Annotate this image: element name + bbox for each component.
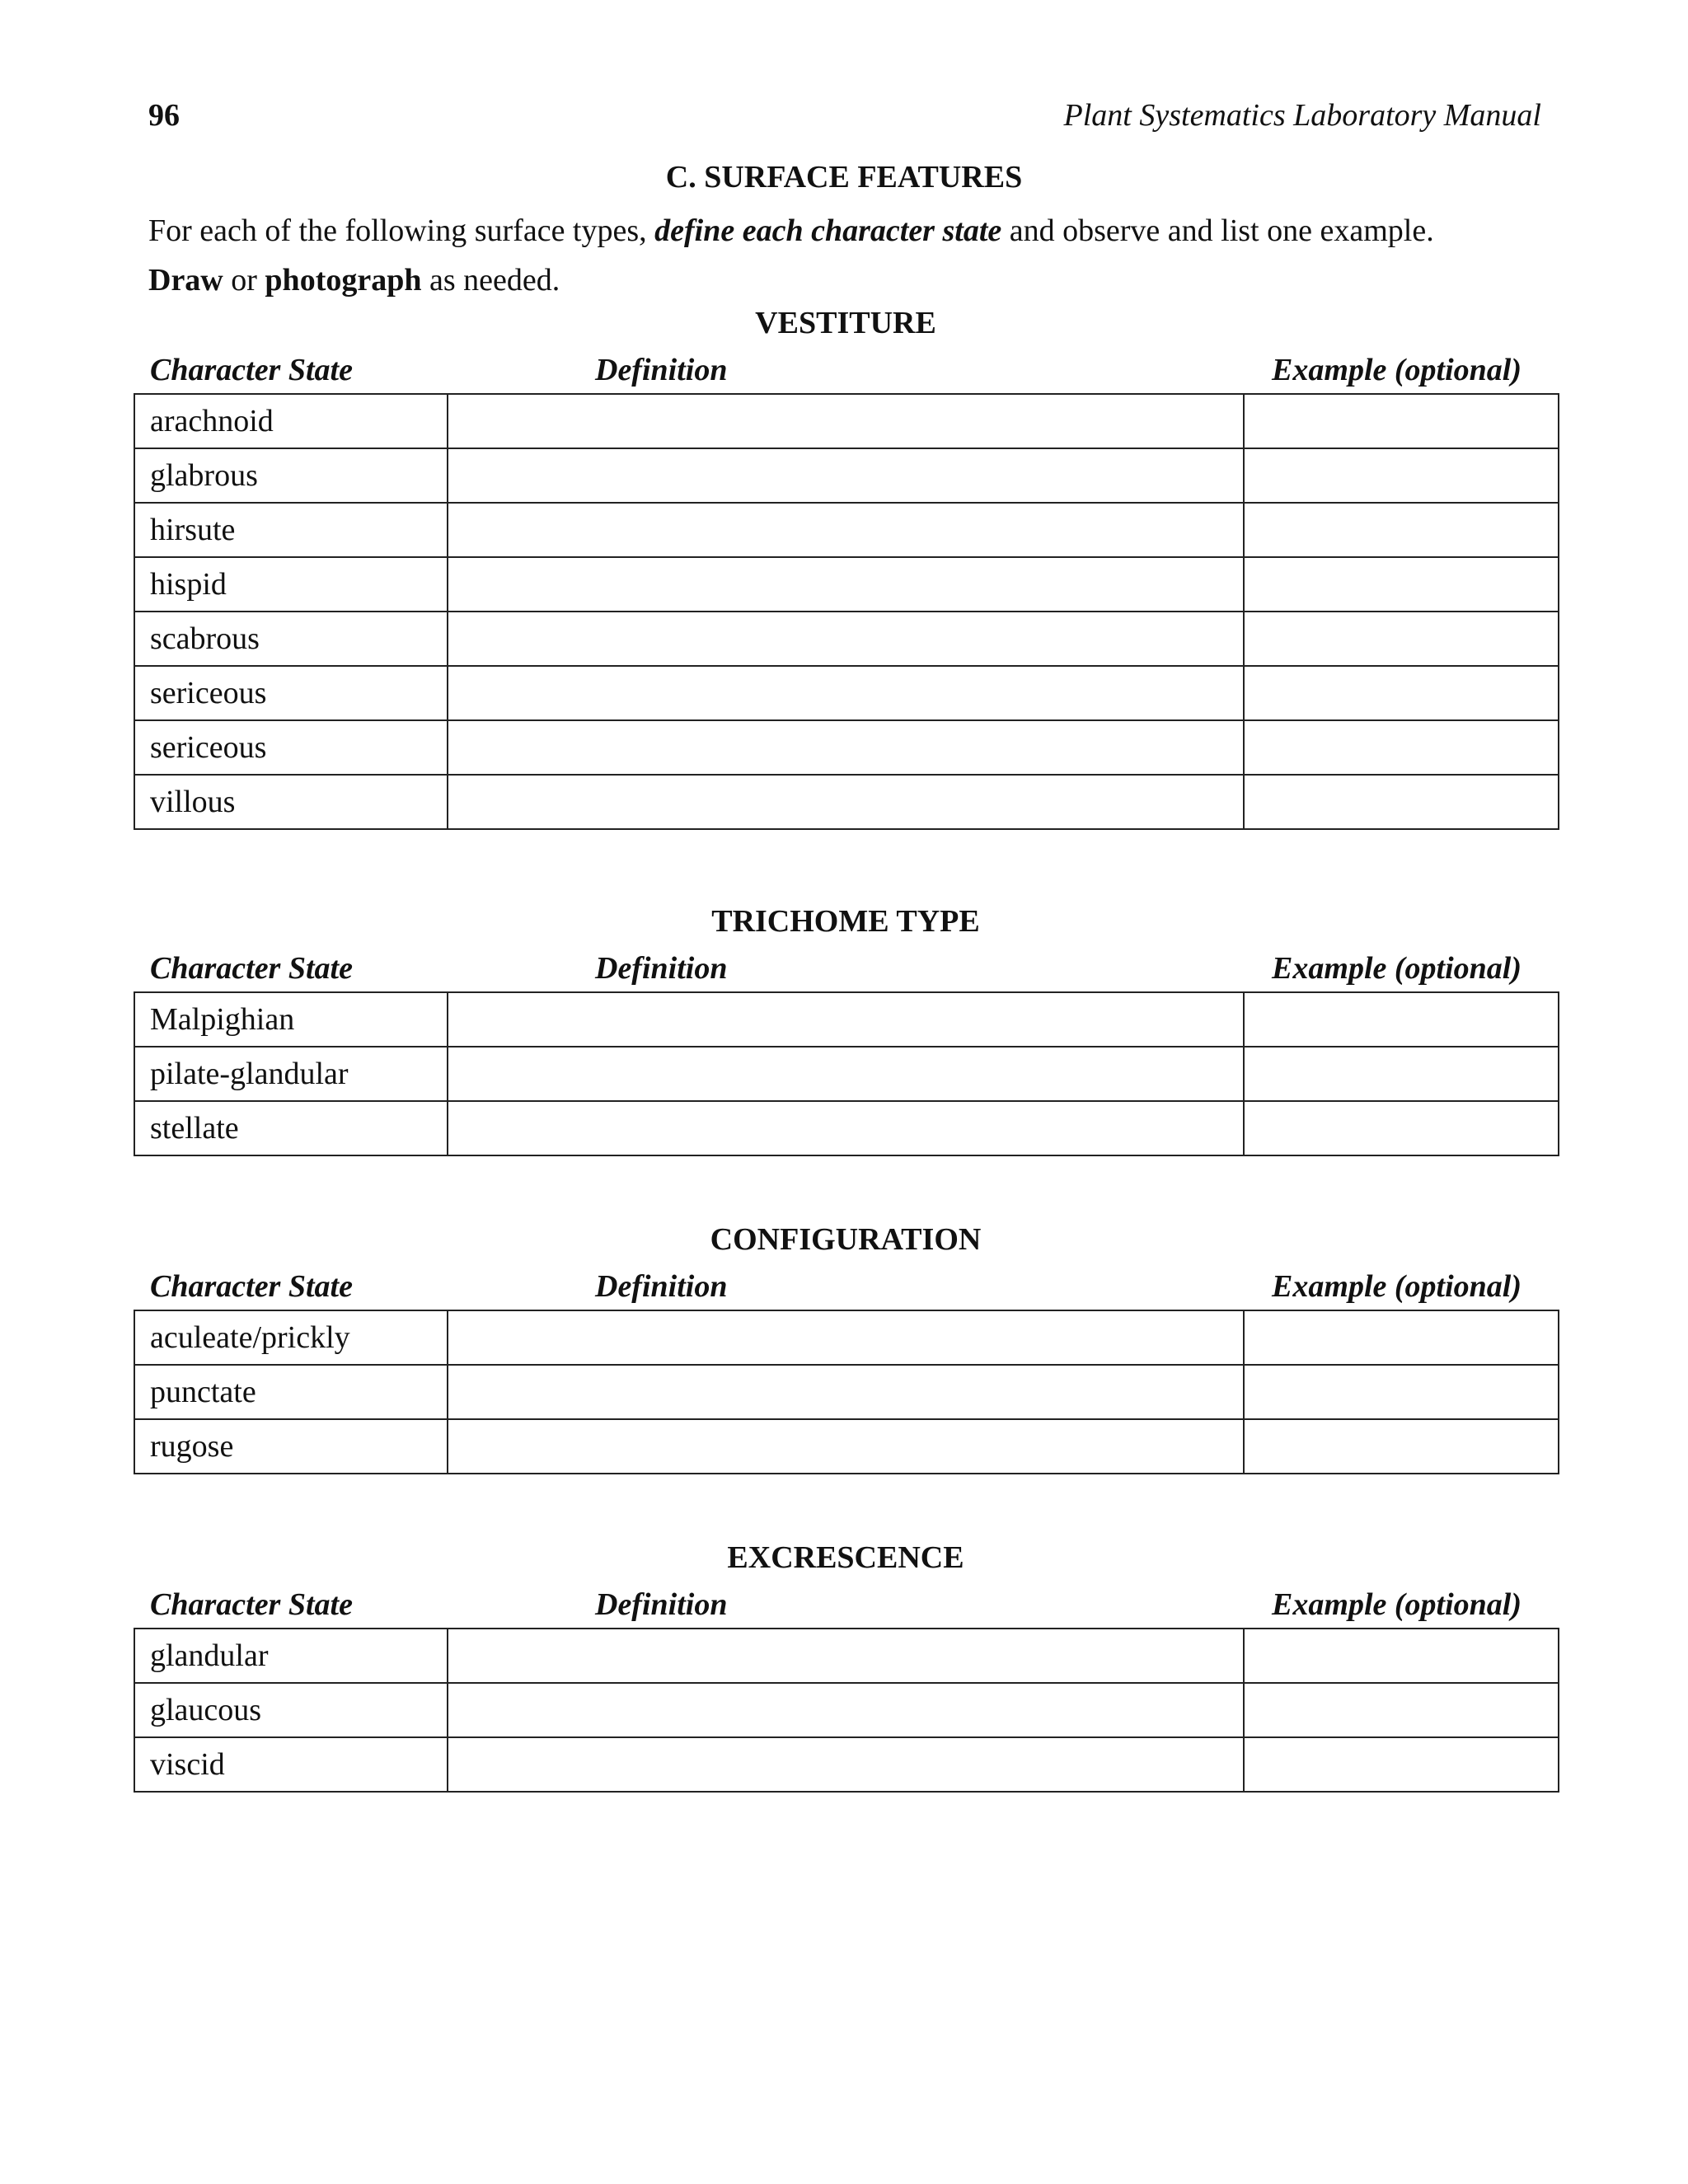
character-state-cell: scabrous [134,612,448,666]
character-state-cell: aculeate/prickly [134,1310,448,1365]
table-block-excrescence [134,1534,1558,1793]
table-row [134,1737,1559,1792]
excrescence-table [134,1628,1559,1793]
vestiture-table [134,393,1559,830]
page-header [148,97,1541,143]
example-cell[interactable] [1244,1629,1559,1683]
table-row [134,557,1559,612]
table-row [134,1310,1559,1365]
definition-cell[interactable] [448,1101,1244,1155]
col-header-state: Character State [150,1587,353,1622]
example-cell[interactable] [1244,1419,1559,1474]
character-state-cell: villous [134,775,448,829]
example-cell[interactable] [1244,775,1559,829]
col-header-example: Example (optional) [1272,353,1522,387]
section-title: C. SURFACE FEATURES [665,160,1023,194]
definition-cell[interactable] [448,1310,1244,1365]
configuration-table [134,1310,1559,1474]
table-row [134,720,1559,775]
character-state-cell: viscid [134,1737,448,1792]
definition-cell[interactable] [448,612,1244,666]
example-cell[interactable] [1244,1047,1559,1101]
col-header-example: Example (optional) [1272,1587,1522,1622]
table-row [134,775,1559,829]
character-state-cell: arachnoid [134,394,448,448]
definition-cell[interactable] [448,775,1244,829]
table-row [134,1683,1559,1737]
definition-cell[interactable] [448,1365,1244,1419]
table-row [134,1101,1559,1155]
character-state-cell: sericeous [134,666,448,720]
col-header-example: Example (optional) [1272,951,1522,986]
table-title: CONFIGURATION [710,1222,982,1257]
table-row [134,612,1559,666]
definition-cell[interactable] [448,1047,1244,1101]
definition-cell[interactable] [448,503,1244,557]
column-headers [134,1582,1558,1628]
table-title: TRICHOME TYPE [711,904,980,939]
page-number: 96 [148,98,180,133]
table-title: EXCRESCENCE [727,1540,964,1575]
column-headers [134,945,1558,991]
definition-cell[interactable] [448,557,1244,612]
table-block-vestiture [134,299,1558,830]
table-row [134,1047,1559,1101]
instructions-emphasis: define each character state [654,213,1002,248]
definition-cell[interactable] [448,448,1244,503]
definition-cell[interactable] [448,1737,1244,1792]
character-state-cell: rugose [134,1419,448,1474]
column-headers [134,1263,1558,1310]
instructions-draw: Draw [148,263,223,298]
example-cell[interactable] [1244,503,1559,557]
table-row [134,448,1559,503]
character-state-cell: stellate [134,1101,448,1155]
table-block-trichome [134,898,1558,1156]
character-state-cell: punctate [134,1365,448,1419]
character-state-cell: glandular [134,1629,448,1683]
example-cell[interactable] [1244,394,1559,448]
running-title: Plant Systematics Laboratory Manual [1063,98,1541,133]
table-row [134,394,1559,448]
example-cell[interactable] [1244,557,1559,612]
example-cell[interactable] [1244,720,1559,775]
example-cell[interactable] [1244,1365,1559,1419]
col-header-state: Character State [150,951,353,986]
table-row [134,992,1559,1047]
trichome-type-table [134,991,1559,1156]
definition-cell[interactable] [448,992,1244,1047]
table-row [134,1629,1559,1683]
example-cell[interactable] [1244,1737,1559,1792]
definition-cell[interactable] [448,720,1244,775]
example-cell[interactable] [1244,612,1559,666]
instructions [148,206,1566,305]
character-state-cell: glaucous [134,1683,448,1737]
example-cell[interactable] [1244,1310,1559,1365]
character-state-cell: hirsute [134,503,448,557]
example-cell[interactable] [1244,448,1559,503]
character-state-cell: hispid [134,557,448,612]
col-header-state: Character State [150,1269,353,1304]
table-title: VESTITURE [755,306,936,340]
col-header-definition: Definition [595,951,728,986]
example-cell[interactable] [1244,1683,1559,1737]
col-header-definition: Definition [595,353,728,387]
example-cell[interactable] [1244,666,1559,720]
definition-cell[interactable] [448,394,1244,448]
col-header-definition: Definition [595,1269,728,1304]
definition-cell[interactable] [448,666,1244,720]
definition-cell[interactable] [448,1419,1244,1474]
example-cell[interactable] [1244,992,1559,1047]
instructions-photograph: photograph [265,263,422,298]
col-header-example: Example (optional) [1272,1269,1522,1304]
character-state-cell: pilate-glandular [134,1047,448,1101]
instructions-text-2: and observe and list one example. [1001,213,1434,248]
instructions-text-4: as needed. [421,263,560,298]
character-state-cell: glabrous [134,448,448,503]
definition-cell[interactable] [448,1629,1244,1683]
col-header-definition: Definition [595,1587,728,1622]
definition-cell[interactable] [448,1683,1244,1737]
col-header-state: Character State [150,353,353,387]
table-row [134,1365,1559,1419]
column-headers [134,347,1558,393]
instructions-text-1: For each of the following surface types, [148,213,655,248]
example-cell[interactable] [1244,1101,1559,1155]
table-row [134,666,1559,720]
instructions-text-3: or [223,263,265,298]
table-block-configuration [134,1216,1558,1474]
table-row [134,503,1559,557]
character-state-cell: Malpighian [134,992,448,1047]
table-row [134,1419,1559,1474]
character-state-cell: sericeous [134,720,448,775]
